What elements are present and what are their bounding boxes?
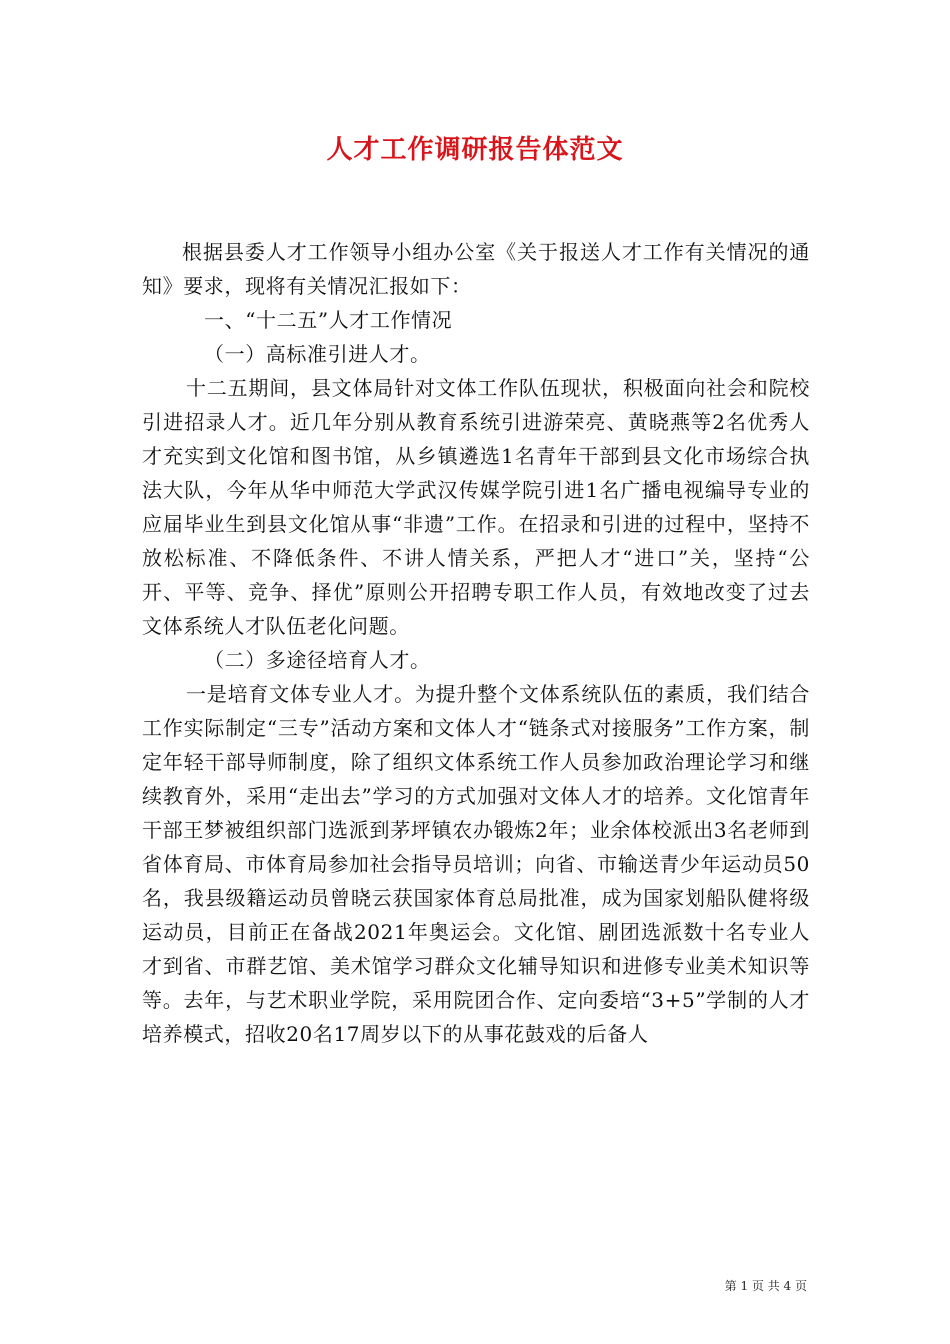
document-title: 人才工作调研报告体范文 bbox=[326, 135, 624, 165]
paragraph-training: 一是培育文体专业人才。为提升整个文体系统队伍的素质，我们结合工作实际制定“三专”活动方案和文体人才“链条式对接服务”工作方案，制定年轻干部导师制度，除了组织文体系统工作人员参加政治理论学习和继续教育外，采用“走出去”学习的方式加强对文体人才的培养。文化馆青年干部王梦被组织部门选派到茅坪镇农办锻炼2年；业余体校派出3名老师到省体育局、市体育局参加社会指导员培训；向省、市输送青少年运动员50名，我县级籍运动员曾晓云获国家体育总局批准，成为国家划船队健将级运动员，目前正在备战2021年奥运会。文化馆、剧团选派数十名专业人才到省、市群艺馆、美术馆学习群众文化辅导知识和进修专业美术知识等等。去年，与艺术职业学院，采用院团合作、定向委培“3+5”学制的人才培养模式，招收20名17周岁以下的从事花鼓戏的后备人 bbox=[142, 682, 810, 1046]
section-heading-1: 一、“十二五”人才工作情况 bbox=[204, 308, 453, 332]
paragraph-recruitment: 十二五期间，县文体局针对文体工作队伍现状，积极面向社会和院校引进招录人才。近几年分别从教育系统引进游荣亮、黄晓燕等2名优秀人才充实到文化馆和图书馆，从乡镇遴选1名青年干部到县文化市场综合执法大队，今年从华中师范大学武汉传媒学院引进1名广播电视编导专业的应届毕业生到县文化馆从事“非遗”工作。在招录和引进的过程中，坚持不放松标准、不降低条件、不讲人情关系，严把人才“进口”关，坚持“公开、平等、竞争、择优”原则公开招聘专职工作人员，有效地改变了过去文体系统人才队伍老化问题。 bbox=[142, 376, 810, 638]
subsection-heading-2: （二）多途径培育人才。 bbox=[204, 648, 431, 672]
paragraph-intro: 根据县委人才工作领导小组办公室《关于报送人才工作有关情况的通知》要求，现将有关情况汇报如下： bbox=[142, 240, 810, 298]
page-number: 第 1 页 共 4 页 bbox=[724, 1279, 807, 1293]
document-body bbox=[142, 235, 810, 1051]
subsection-heading-1: （一）高标准引进人才。 bbox=[204, 342, 431, 366]
